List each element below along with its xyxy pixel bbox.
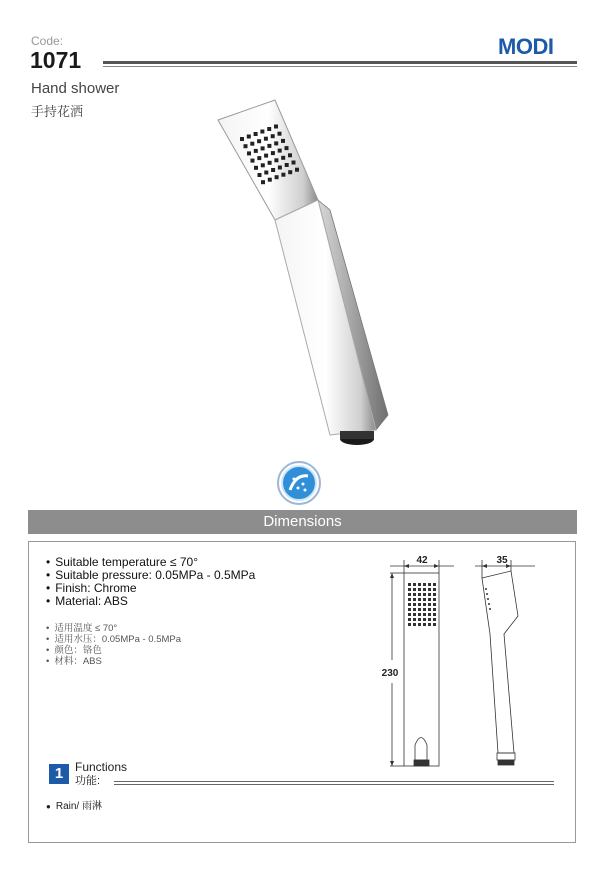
functions-title-cn: 功能: — [75, 775, 101, 787]
dimension-depth: 35 — [496, 555, 508, 566]
dimension-drawing — [370, 550, 550, 780]
function-item: ● Rain/ 雨淋 — [46, 797, 102, 812]
spec-finish-cn: • 颜色：铬色 — [46, 645, 181, 656]
spec-pressure-cn: • 适用水压：0.05MPa - 0.5MPa — [46, 634, 181, 645]
section-bar — [28, 510, 577, 534]
functions-number-badge: 1 — [49, 764, 69, 784]
rain-spray-badge-icon — [276, 460, 322, 506]
product-image — [200, 95, 420, 455]
spec-list-en — [46, 556, 255, 608]
spec-temperature: • Suitable temperature ≤ 70° — [46, 556, 255, 569]
title-rule — [103, 61, 577, 69]
product-name-cn: 手持花洒 — [31, 104, 84, 119]
spec-material-cn: • 材料：ABS — [46, 656, 181, 667]
dimension-height: 230 — [381, 668, 399, 679]
brand-logo: MODI — [498, 34, 554, 59]
spec-pressure: • Suitable pressure: 0.05MPa - 0.5MPa — [46, 569, 255, 582]
section-title: Dimensions — [263, 513, 342, 530]
spec-temperature-cn: • 适用温度 ≤ 70° — [46, 623, 181, 634]
spec-list-cn — [46, 623, 181, 667]
functions-title-en: Functions — [75, 760, 128, 774]
spec-material: • Material: ABS — [46, 595, 255, 608]
product-name-en: Hand shower — [31, 80, 120, 97]
dimension-width: 42 — [416, 555, 428, 566]
spec-finish: • Finish: Chrome — [46, 582, 255, 595]
code-label: Code: — [31, 34, 64, 48]
product-code: 1071 — [30, 47, 82, 73]
functions-rule — [114, 781, 554, 787]
